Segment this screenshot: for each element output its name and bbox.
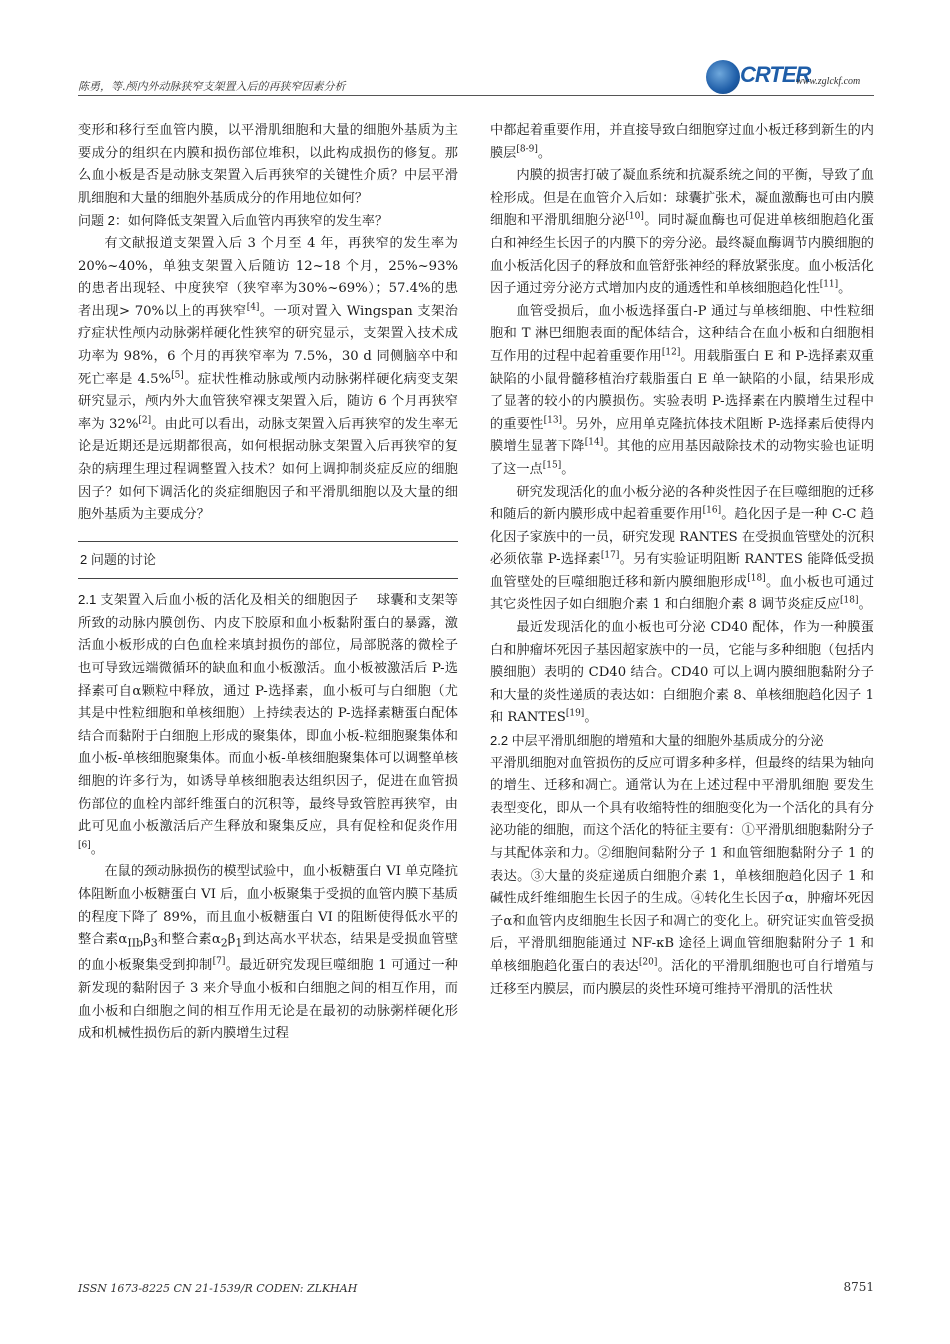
left-column xyxy=(78,120,458,1046)
citation[interactable]: [6] xyxy=(78,840,91,851)
citation[interactable]: [18] xyxy=(840,596,859,607)
citation[interactable]: [12] xyxy=(661,347,681,358)
citation[interactable]: [8-9] xyxy=(516,144,538,155)
citation[interactable]: [10] xyxy=(625,211,644,222)
subsection-2-2-heading: 2.2 中层平滑肌细胞的增殖和大量的细胞外基质成分的分泌 xyxy=(490,733,824,749)
question-2-heading: 问题 2：如何降低支架置入后血管内再狭窄的发生率？ xyxy=(78,213,388,229)
paragraph: 最近发现活化的血小板也可分泌 CD40 配体，作为一种膜蛋白和肿瘤坏死因子基因超家族中的一员，它能与多种细胞（包括内膜细胞）表明的 CD40 结合。CD40 可以上调内膜细胞黏附分子和大量的炎性递质的表达如：白细胞介素 8、单核细胞趋化因子 1 和 RANTES[19]。 xyxy=(490,620,874,726)
paragraph: 血管受损后，血小板选择蛋白-P 通过与单核细胞、中性粒细胞和 T 淋巴细胞表面的配体结合，这种结合在血小板和白细胞相互作用的过程中起着重要作用[12]。用载脂蛋白 E 和 P-选择素双重缺陷的小鼠骨髓移植治疗载脂蛋白 E 单一缺陷的小鼠，结果形成了显著的较小的内膜损伤。实验表明 P-选择素在内膜增生过程中的重要性[13]。另外，应用单克隆抗体技术阻断 P-选择素后使得内膜增生显著下降[14]。其他的应用基因敲除技术的动物实验也证明了这一点[15]。 xyxy=(490,303,875,477)
paragraph: 变形和移行至血管内膜，以平滑肌细胞和大量的细胞外基质为主要成分的组织在内膜和损伤部位堆积，以此构成损伤的修复。那么血小板是否是动脉支架置入后再狭窄的关键性介质？中层平滑肌细胞和大量的细胞外基质成分的作用地位如何？ xyxy=(78,123,458,206)
paragraph: 2.1 支架置入后血小板的活化及相关的细胞因子 球囊和支架等所致的动脉内膜创伤、内皮下胶原和血小板黏附蛋白的暴露，激活血小板形成的白色血栓来填封损伤的部位，局部脱落的微栓子也可导致远端微循环的缺血和血小板激活。血小板被激活后 P-选择素可自α颗粒中释放，通过 P-选择素，血小板可与白细胞（尤其是中性粒细胞和单核细胞）上持续表达的 P-选择素糖蛋白配体结合而黏附于白细胞上形成的聚集体，即血小板-粒细胞聚集体和血小板-单核细胞聚集体。而血小板-单核细胞聚集体可以调整单核细胞的许多行为，如诱导单核细胞表达组织因子，促进在血管损伤部位的血栓内部纤维蛋白的沉积等，最终导致管腔再狭窄，由此可见血小板激活后产生释放和聚集反应，具有促栓和促炎作用[6]。 xyxy=(78,592,458,857)
header-rule xyxy=(78,95,874,96)
paragraph: 在鼠的颈动脉损伤的模型试验中，血小板糖蛋白 VI 单克隆抗体阻断血小板糖蛋白 VI 后，血小板聚集于受损的血管内膜下基质的程度下降了 89%，而且血小板糖蛋白 VI 的阻断使得低水平的整合素$\alpha_{IIb}\beta_3$和整合素$\alpha_2\beta_1$到达高水平状态，结果是受损血管壁的血小板聚集受到抑制[7]。最近研究发现巨噬细胞 1 可通过一种新发现的黏附因子 3 来介导血小板和白细胞之间的相互作用，而血小板和白细胞之间的相互作用无论是在最初的动脉粥样硬化形成和机械性损伤后的新内膜增生过程 xyxy=(78,864,459,1042)
citation[interactable]: [18] xyxy=(747,573,766,584)
subsection-2-1-heading: 2.1 支架置入后血小板的活化及相关的细胞因子 xyxy=(78,592,359,608)
paragraph: 平滑肌细胞对血管损伤的反应可谓多种多样，但最终的结果为轴向的增生、迁移和凋亡。通常认为在上述过程中平滑肌细胞 要发生表型变化，即从一个具有收缩特性的细胞变化为一个活化的具有分泌功能的细胞，而这个活化的特征主要有：①平滑肌细胞黏附分子与其配体亲和力。②细胞间黏附分子 1 和血管细胞黏附分子 1 的表达。③大量的炎症递质白细胞介素 1，单核细胞趋化因子 1 和碱性成纤维细胞生长因子的生成。④转化生长因子α，肿瘤坏死因子α和血管内皮细胞生长因子和凋亡的变化上。研究证实血管受损后，平滑肌细胞能通过 NF-κB 途径上调血管细胞黏附分子 1 和单核细胞趋化蛋白的表达[20]。活化的平滑肌细胞也可自行增殖与迁移至内膜层，而内膜层的炎性环境可维持平滑肌的活性状 xyxy=(490,755,875,997)
citation[interactable]: [15] xyxy=(542,460,562,471)
citation[interactable]: [7] xyxy=(212,957,226,968)
paragraph: 内膜的损害打破了凝血系统和抗凝系统之间的平衡，导致了血栓形成。但是在血管介入后如：球囊扩张术，凝血激酶也可由内膜细胞和平滑肌细胞分泌[10]。同时凝血酶也可促进单核细胞趋化蛋白和神经生长因子的内膜下的旁分泌。最终凝血酶调节内膜细胞的血小板活化因子的释放和血管舒张神经的释放紧张度。血小板活化因子通过旁分泌方式增加内皮的通透性和单核细胞趋化性[11]。 xyxy=(490,168,875,297)
citation[interactable]: [16] xyxy=(702,505,722,516)
logo-text: CRTER xyxy=(740,62,811,87)
page-number: 8751 xyxy=(843,1280,874,1294)
citation[interactable]: [4] xyxy=(246,302,260,313)
citation[interactable]: [5] xyxy=(171,370,184,381)
citation[interactable]: [17] xyxy=(600,550,620,561)
citation[interactable]: [20] xyxy=(638,957,658,968)
citation[interactable]: [13] xyxy=(543,415,563,426)
footer-issn: ISSN 1673-8225 CN 21-1539/R CODEN: ZLKHAH xyxy=(78,1282,358,1295)
paragraph: 中都起着重要作用，并直接导致白细胞穿过血小板迁移到新生的内膜层[8-9]。 xyxy=(490,123,874,161)
citation[interactable]: [2] xyxy=(138,415,152,426)
running-title: 陈勇，等.颅内外动脉狭窄支架置入后的再狭窄因素分析 xyxy=(78,80,346,93)
paragraph: 有文献报道支架置入后 3 个月至 4 年，再狭窄的发生率为 20%~40%，单独支架置入后随访 12~18 个月，25%~93% 的患者出现轻、中度狭窄（狭窄率为30%~69%）；57.4%的患者出现> 70%以上的再狭窄[4]。一项对置入 Wingspan 支架治疗症状性颅内动脉粥样硬化性狭窄的研究显示，支架置入技术成功率为 98%，6 个月的再狭窄率为 7.5%，30 d 同侧脑卒中和死亡率是 4.5%[5]。症状性椎动脉或颅内动脉粥样硬化病变支架研究显示，颅内外大血管狭窄裸支架置入后，随访 6 个月再狭窄率为 32%[2]。由此可以看出，动脉支架置入后再狭窄的发生率无论是近期还是远期都很高，如何根据动脉支架置入后再狭窄的复杂的病理生理过程调整置入技术？如何上调抑制炎症反应的细胞因子？如何下调活化的炎症细胞因子和平滑肌细胞以及大量的细胞外基质为主要成分？ xyxy=(78,235,458,523)
citation[interactable]: [11] xyxy=(819,279,839,290)
journal-logo xyxy=(706,58,882,98)
paragraph: 研究发现活化的血小板分泌的各种炎性因子在巨噬细胞的迁移和随后的新内膜形成中起着重要作用[16]。趋化因子是一种 C-C 趋化因子家族中的一员，研究发现 RANTES 在受损血管壁处的沉积必须依靠 P-选择素[17]。另有实验证明阻断 RANTES 能降低受损血管壁处的巨噬细胞迁移和新内膜细胞形成[18]。血小板也可通过其它炎性因子如白细胞介素 1 和白细胞介素 8 调节炎症反应[18]。 xyxy=(490,484,875,613)
right-column xyxy=(490,120,874,1001)
section-2-heading: 2 问题的讨论 xyxy=(80,551,156,567)
citation[interactable]: [19] xyxy=(565,709,585,720)
website-url[interactable]: www.zglckf.com xyxy=(796,76,861,87)
globe-logo-icon xyxy=(706,60,740,94)
citation[interactable]: [14] xyxy=(584,437,604,448)
